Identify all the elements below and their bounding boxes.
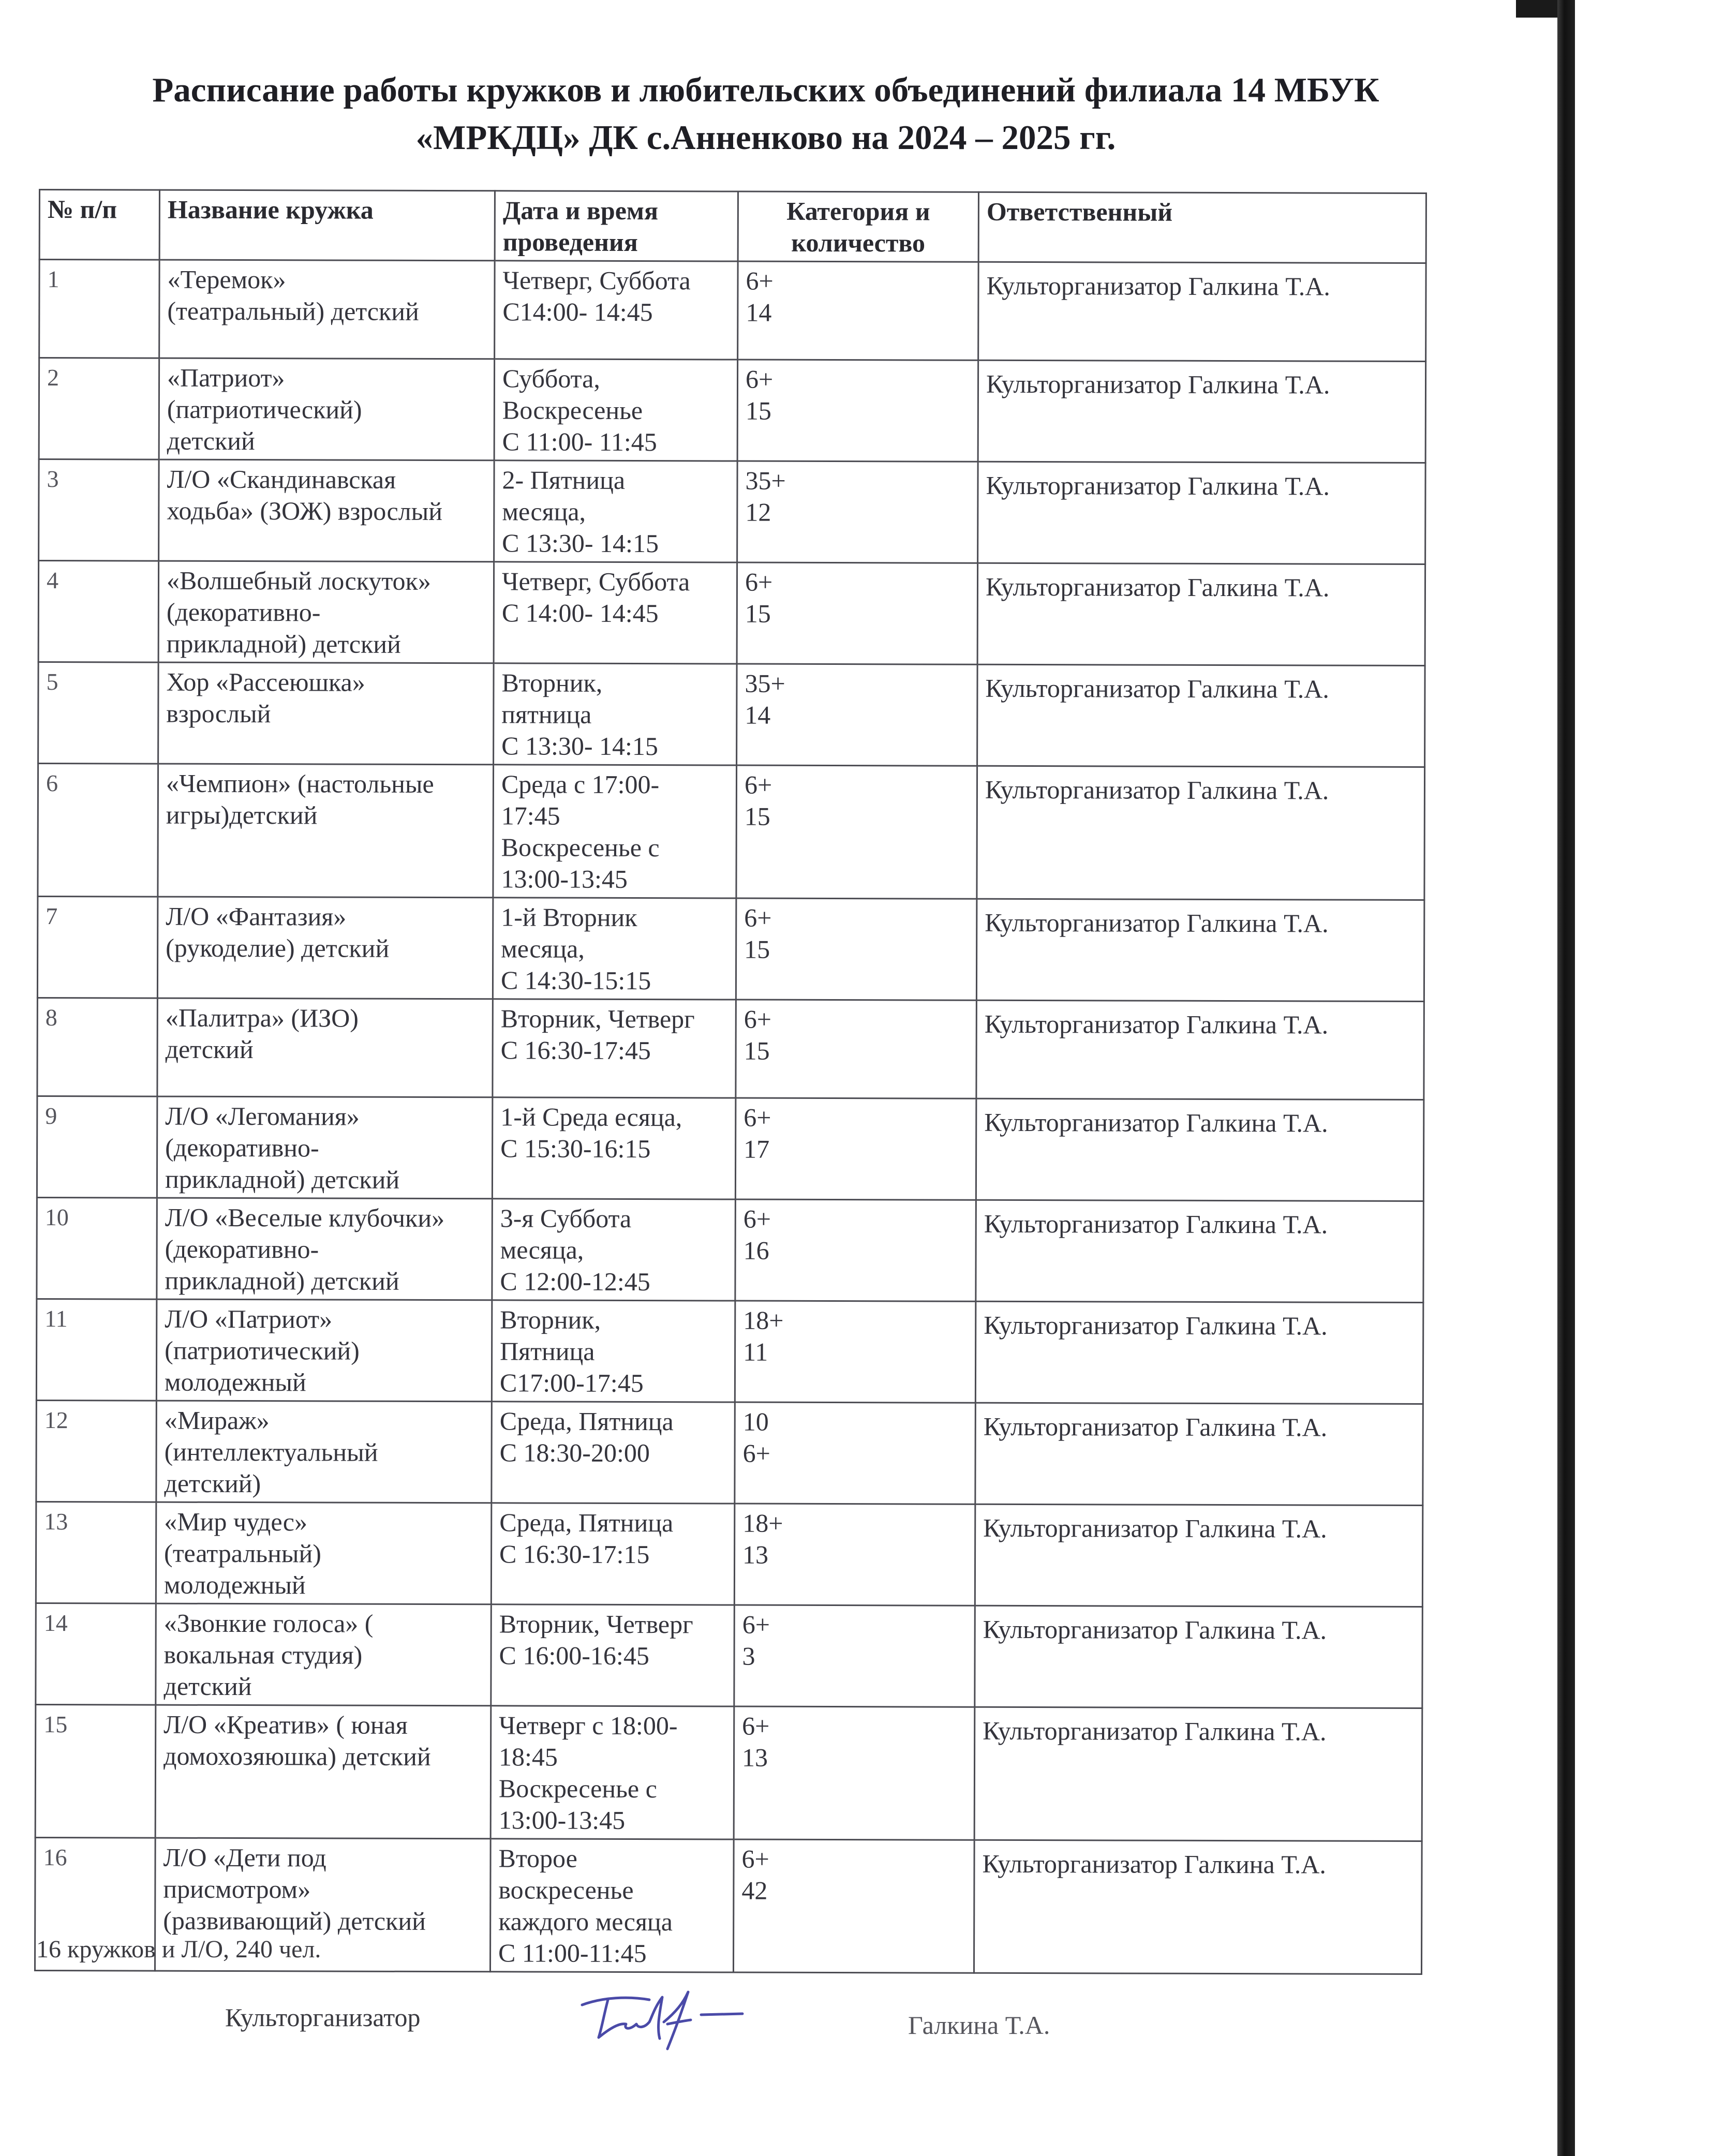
cell-category-line: 14 [745, 700, 771, 730]
cell-name [155, 1705, 491, 1839]
cell-name-line: «Мираж» [164, 1405, 270, 1435]
cell-datetime-line: Четверг, Суббота [502, 265, 691, 295]
cell-datetime-line: С 11:00- 11:45 [502, 427, 657, 457]
cell-responsible: Культорганизатор Галкина Т.А. [978, 462, 1426, 564]
cell-name-line: «Теремок» [167, 264, 286, 294]
cell-responsible: Культорганизатор Галкина Т.А. [978, 262, 1426, 361]
cell-category [735, 1098, 976, 1200]
cell-datetime-line: Вторник, Четверг [500, 1004, 695, 1034]
cell-name-line: Л/О «Фантазия» [166, 901, 347, 931]
cell-name [157, 998, 493, 1097]
cell-name [156, 1299, 492, 1402]
cell-datetime-line: Вторник, Четверг [499, 1609, 693, 1639]
cell-responsible: Культорганизатор Галкина Т.А. [975, 1504, 1423, 1607]
cell-datetime [494, 359, 738, 461]
cell-name-line: (патриотический) [165, 1335, 360, 1365]
cell-datetime-line: Вторник, [500, 1305, 601, 1334]
cell-category-line: 6+ [744, 770, 772, 799]
cell-name-line: (декоративно- [166, 597, 321, 627]
cell-datetime [491, 1604, 735, 1706]
cell-datetime [492, 1300, 735, 1402]
cell-name-line: «Палитра» (ИЗО) [165, 1003, 359, 1033]
cell-name-line: Л/О «Легомания» [165, 1101, 360, 1131]
cell-category-line: 16 [743, 1236, 769, 1265]
cell-datetime-line: С 12:00-12:45 [500, 1267, 650, 1297]
scan-edge-right [1557, 0, 1575, 2156]
cell-category-line: 6+ [743, 1103, 771, 1132]
table-row [37, 1096, 1424, 1201]
cell-category-line: 13 [742, 1540, 769, 1569]
cell-datetime-line: С14:00- 14:45 [502, 297, 653, 327]
cell-number: 2 [39, 358, 159, 460]
table-row [36, 1603, 1423, 1708]
header-datetime: Дата и время проведения [495, 191, 738, 261]
schedule-table [34, 189, 1427, 1975]
cell-name-line: Л/О «Веселые клубочки» [165, 1202, 445, 1233]
cell-name-line: детский [163, 1671, 252, 1701]
cell-number: 1 [39, 260, 159, 359]
cell-category-line: 6+ [741, 1844, 769, 1874]
cell-name-line: игры)детский [166, 800, 318, 830]
table-row [39, 459, 1426, 564]
cell-name-line: Л/О «Креатив» ( юная [163, 1709, 408, 1739]
cell-datetime-line: С 14:00- 14:45 [501, 598, 659, 628]
cell-datetime-line: 3-я Суббота [500, 1203, 632, 1233]
cell-category [735, 1199, 976, 1301]
cell-name-line: детский) [164, 1468, 261, 1498]
cell-number: 15 [35, 1704, 156, 1838]
cell-number: 11 [36, 1299, 157, 1401]
cell-name-line: детский [167, 426, 255, 456]
document-title [62, 66, 1469, 161]
cell-datetime-line: пятница [501, 700, 592, 729]
cell-category-line: 10 [742, 1407, 769, 1436]
cell-name-line: взрослый [166, 698, 271, 728]
cell-name [156, 1401, 492, 1503]
cell-datetime [494, 663, 737, 765]
cell-datetime [492, 1097, 736, 1199]
cell-datetime-line: С 16:30-17:15 [499, 1539, 650, 1569]
cell-number: 7 [37, 896, 158, 998]
cell-datetime [493, 999, 736, 1098]
cell-datetime [494, 562, 737, 664]
cell-category-line: 6+ [742, 1610, 770, 1639]
cell-name-line: молодежный [163, 1570, 306, 1600]
cell-number: 16 [35, 1837, 155, 1971]
cell-datetime-line: 2- Пятница [502, 465, 626, 495]
cell-datetime-line: месяца, [500, 1235, 584, 1265]
cell-category-line: 6+ [742, 1438, 770, 1468]
cell-category-line: 15 [744, 801, 770, 831]
cell-number: 10 [37, 1197, 157, 1299]
cell-category [734, 1504, 975, 1605]
table-row [38, 561, 1425, 666]
cell-datetime-line: Воскресенье с [498, 1774, 657, 1804]
cell-datetime-line: каждого месяца [498, 1907, 673, 1937]
cell-datetime-line: месяца, [501, 934, 585, 963]
cell-datetime-line: Четверг с 18:00- [499, 1711, 678, 1741]
cell-datetime-line: Пятница [500, 1336, 595, 1366]
cell-name [157, 1096, 493, 1199]
cell-responsible: Культорганизатор Галкина Т.А. [977, 766, 1425, 900]
cell-datetime-line: Воскресенье [502, 395, 643, 425]
cell-datetime-line: 1-й Среда есяца, [500, 1102, 682, 1132]
cell-name-line: (театральный) детский [167, 296, 419, 326]
cell-responsible: Культорганизатор Галкина Т.А. [975, 1605, 1423, 1708]
table-row [39, 260, 1426, 362]
cell-name-line: «Патриот» [167, 363, 285, 393]
cell-datetime-line: Вторник, [501, 668, 603, 697]
cell-name-line: (патриотический) [167, 394, 362, 424]
cell-responsible: Культорганизатор Галкина Т.А. [976, 899, 1424, 1001]
cell-number: 3 [39, 459, 159, 561]
cell-category-line: 15 [745, 599, 771, 628]
cell-datetime-line: Среда, Пятница [499, 1406, 674, 1436]
cell-name-line: «Чемпион» (настольные [166, 768, 434, 799]
cell-number: 13 [36, 1501, 156, 1603]
cell-name-line: «Мир чудес» [164, 1507, 308, 1537]
table-row [36, 1400, 1423, 1505]
cell-datetime-line: 1-й Вторник [501, 902, 637, 932]
table-row [37, 896, 1424, 1001]
table-header-row [39, 190, 1426, 263]
cell-category-line: 14 [746, 298, 772, 327]
cell-datetime-line: Суббота, [502, 364, 600, 393]
table-row [38, 764, 1425, 900]
cell-category-line: 17 [743, 1134, 770, 1164]
cell-name-line: «Звонкие голоса» ( [163, 1608, 374, 1638]
cell-datetime-line: С17:00-17:45 [499, 1368, 644, 1398]
header-name: Название кружка [159, 190, 495, 261]
cell-responsible: Культорганизатор Галкина Т.А. [978, 360, 1426, 463]
cell-category [734, 1706, 975, 1840]
cell-datetime [493, 898, 736, 1000]
cell-category [735, 1402, 976, 1504]
cell-category [737, 461, 978, 563]
cell-number: 8 [37, 998, 157, 1096]
cell-datetime-line: месяца, [502, 497, 586, 526]
cell-name [158, 662, 494, 765]
cell-category-line: 15 [743, 1036, 770, 1065]
signature-role: Культорганизатор [225, 2003, 421, 2032]
cell-datetime-line: 13:00-13:45 [498, 1805, 626, 1835]
cell-name-line: (декоративно- [165, 1133, 319, 1163]
table-row [38, 662, 1425, 767]
cell-responsible: Культорганизатор Галкина Т.А. [977, 664, 1425, 767]
summary-note: 16 кружков и Л/О, 240 чел. [36, 1936, 321, 1963]
table-row [39, 358, 1426, 463]
cell-name-line: ходьба» (ЗОЖ) взрослый [167, 496, 443, 526]
cell-responsible: Культорганизатор Галкина Т.А. [977, 563, 1425, 665]
cell-name-line: вокальная студия) [163, 1640, 363, 1670]
table-row [36, 1501, 1423, 1607]
cell-category-line: 15 [745, 396, 771, 425]
cell-number: 14 [36, 1603, 156, 1705]
cell-responsible: Культорганизатор Галкина Т.А. [974, 1707, 1422, 1841]
cell-category [737, 360, 978, 462]
cell-category-line: 15 [744, 934, 770, 964]
cell-category [738, 261, 978, 360]
cell-category-line: 13 [741, 1743, 768, 1772]
cell-name [159, 260, 495, 359]
cell-name-line: (декоративно- [165, 1234, 319, 1264]
cell-category-line: 6+ [745, 364, 774, 394]
cell-name [158, 561, 494, 663]
cell-category-line: 3 [742, 1641, 755, 1671]
title-line-1: Расписание работы кружков и любительских объединений филиала 14 МБУК [152, 71, 1379, 109]
cell-responsible: Культорганизатор Галкина Т.А. [975, 1403, 1423, 1505]
cell-datetime-line: 18:45 [498, 1742, 558, 1772]
cell-name-line: присмотром» [163, 1874, 311, 1904]
cell-responsible: Культорганизатор Галкина Т.А. [975, 1301, 1423, 1404]
cell-datetime-line: Среда, Пятница [499, 1508, 674, 1538]
cell-number: 9 [37, 1096, 157, 1198]
cell-category-line: 11 [743, 1337, 768, 1366]
cell-category-line: 6+ [745, 567, 773, 597]
cell-name [158, 764, 494, 898]
cell-category [734, 1605, 975, 1707]
cell-category-line: 12 [745, 497, 771, 527]
cell-responsible: Культорганизатор Галкина Т.А. [976, 1098, 1424, 1201]
cell-datetime-line: 13:00-13:45 [501, 864, 628, 894]
table-row [35, 1704, 1422, 1841]
cell-name [159, 358, 495, 460]
cell-name-line: Л/О «Патриот» [165, 1304, 333, 1334]
cell-name-line: (рукоделие) детский [166, 933, 390, 963]
cell-category [736, 898, 977, 1000]
cell-datetime [490, 1706, 734, 1839]
cell-name-line: (интеллектуальный [164, 1437, 378, 1467]
cell-datetime [491, 1503, 735, 1605]
cell-datetime-line: воскресенье [498, 1875, 634, 1905]
table-row [37, 1197, 1424, 1302]
cell-responsible: Культорганизатор Галкина Т.А. [976, 1200, 1424, 1302]
cell-category-line: 35+ [745, 668, 785, 698]
cell-datetime [492, 1199, 736, 1301]
cell-name-line: домохозяюшка) детский [163, 1741, 431, 1771]
cell-name-line: Хор «Рассеюшка» [166, 667, 365, 697]
cell-category-line: 6+ [746, 266, 774, 295]
cell-datetime [490, 1839, 734, 1972]
cell-datetime [492, 1402, 735, 1504]
cell-datetime-line: С 13:30- 14:15 [502, 528, 659, 558]
cell-number: 5 [38, 662, 159, 764]
signature-image [572, 1976, 779, 2054]
cell-category-line: 35+ [745, 466, 786, 495]
title-line-2: «МРКДЦ» ДК с.Анненково на 2024 – 2025 гг. [415, 118, 1116, 157]
table-row [37, 998, 1424, 1099]
header-responsible: Ответственный [978, 192, 1426, 263]
cell-datetime-line: С 11:00-11:45 [498, 1938, 647, 1968]
cell-name [157, 1198, 493, 1300]
cell-name-line: Л/О «Скандинавская [167, 464, 396, 494]
cell-datetime-line: Второе [498, 1843, 577, 1873]
cell-category [733, 1839, 974, 1973]
cell-datetime-line: С 14:30-15:15 [500, 965, 651, 995]
cell-name-line: прикладной) детский [165, 1164, 400, 1194]
cell-category [736, 1000, 976, 1098]
cell-number: 12 [36, 1400, 157, 1502]
cell-category [737, 664, 978, 766]
cell-name-line: Л/О «Дети под [163, 1842, 326, 1872]
cell-category [737, 562, 978, 664]
cell-name-line: молодежный [164, 1367, 306, 1397]
cell-datetime-line: С 16:00-16:45 [499, 1641, 649, 1671]
cell-datetime-line: Воскресенье с [501, 832, 660, 863]
cell-name-line: (развивающий) детский [163, 1906, 426, 1936]
cell-name-line: детский [165, 1034, 254, 1064]
cell-datetime [495, 261, 738, 360]
cell-category-line: 6+ [743, 1004, 772, 1034]
cell-name-line: «Волшебный лоскуток» [166, 566, 431, 596]
cell-responsible: Культорганизатор Галкина Т.А. [976, 1000, 1424, 1099]
cell-datetime-line: С 15:30-16:15 [500, 1134, 651, 1164]
cell-category-line: 18+ [742, 1508, 783, 1538]
cell-category-line: 6+ [742, 1711, 770, 1741]
cell-datetime-line: С 18:30-20:00 [499, 1438, 650, 1468]
cell-category-line: 42 [741, 1876, 768, 1905]
cell-datetime-line: Четверг, Суббота [501, 567, 690, 597]
cell-datetime-line: 17:45 [501, 801, 560, 830]
signature-name: Галкина Т.А. [908, 2011, 1050, 2040]
header-number: № п/п [39, 190, 159, 260]
cell-name [156, 1603, 492, 1706]
cell-datetime-line: С 13:30- 14:15 [501, 731, 659, 761]
cell-name-line: (театральный) [164, 1538, 321, 1568]
cell-category-line: 6+ [743, 1204, 771, 1233]
cell-datetime [493, 765, 737, 898]
cell-datetime [494, 460, 738, 562]
cell-name [156, 1502, 492, 1604]
cell-name [159, 459, 495, 562]
cell-category [735, 1301, 976, 1403]
cell-number: 4 [38, 561, 159, 663]
cell-category-line: 6+ [744, 903, 772, 932]
cell-responsible: Культорганизатор Галкина Т.А. [974, 1840, 1422, 1974]
table-body [35, 260, 1426, 1974]
cell-name [157, 897, 493, 999]
cell-category [736, 765, 977, 899]
cell-datetime-line: С 16:30-17:45 [500, 1035, 651, 1065]
cell-name-line: прикладной) детский [165, 1266, 399, 1296]
cell-number: 6 [38, 764, 158, 897]
table-row [36, 1299, 1423, 1404]
cell-datetime-line: Среда с 17:00- [501, 769, 660, 799]
cell-name-line: прикладной) детский [166, 629, 401, 659]
header-category: Категория и количество [738, 191, 978, 262]
cell-category-line: 18+ [743, 1305, 784, 1335]
